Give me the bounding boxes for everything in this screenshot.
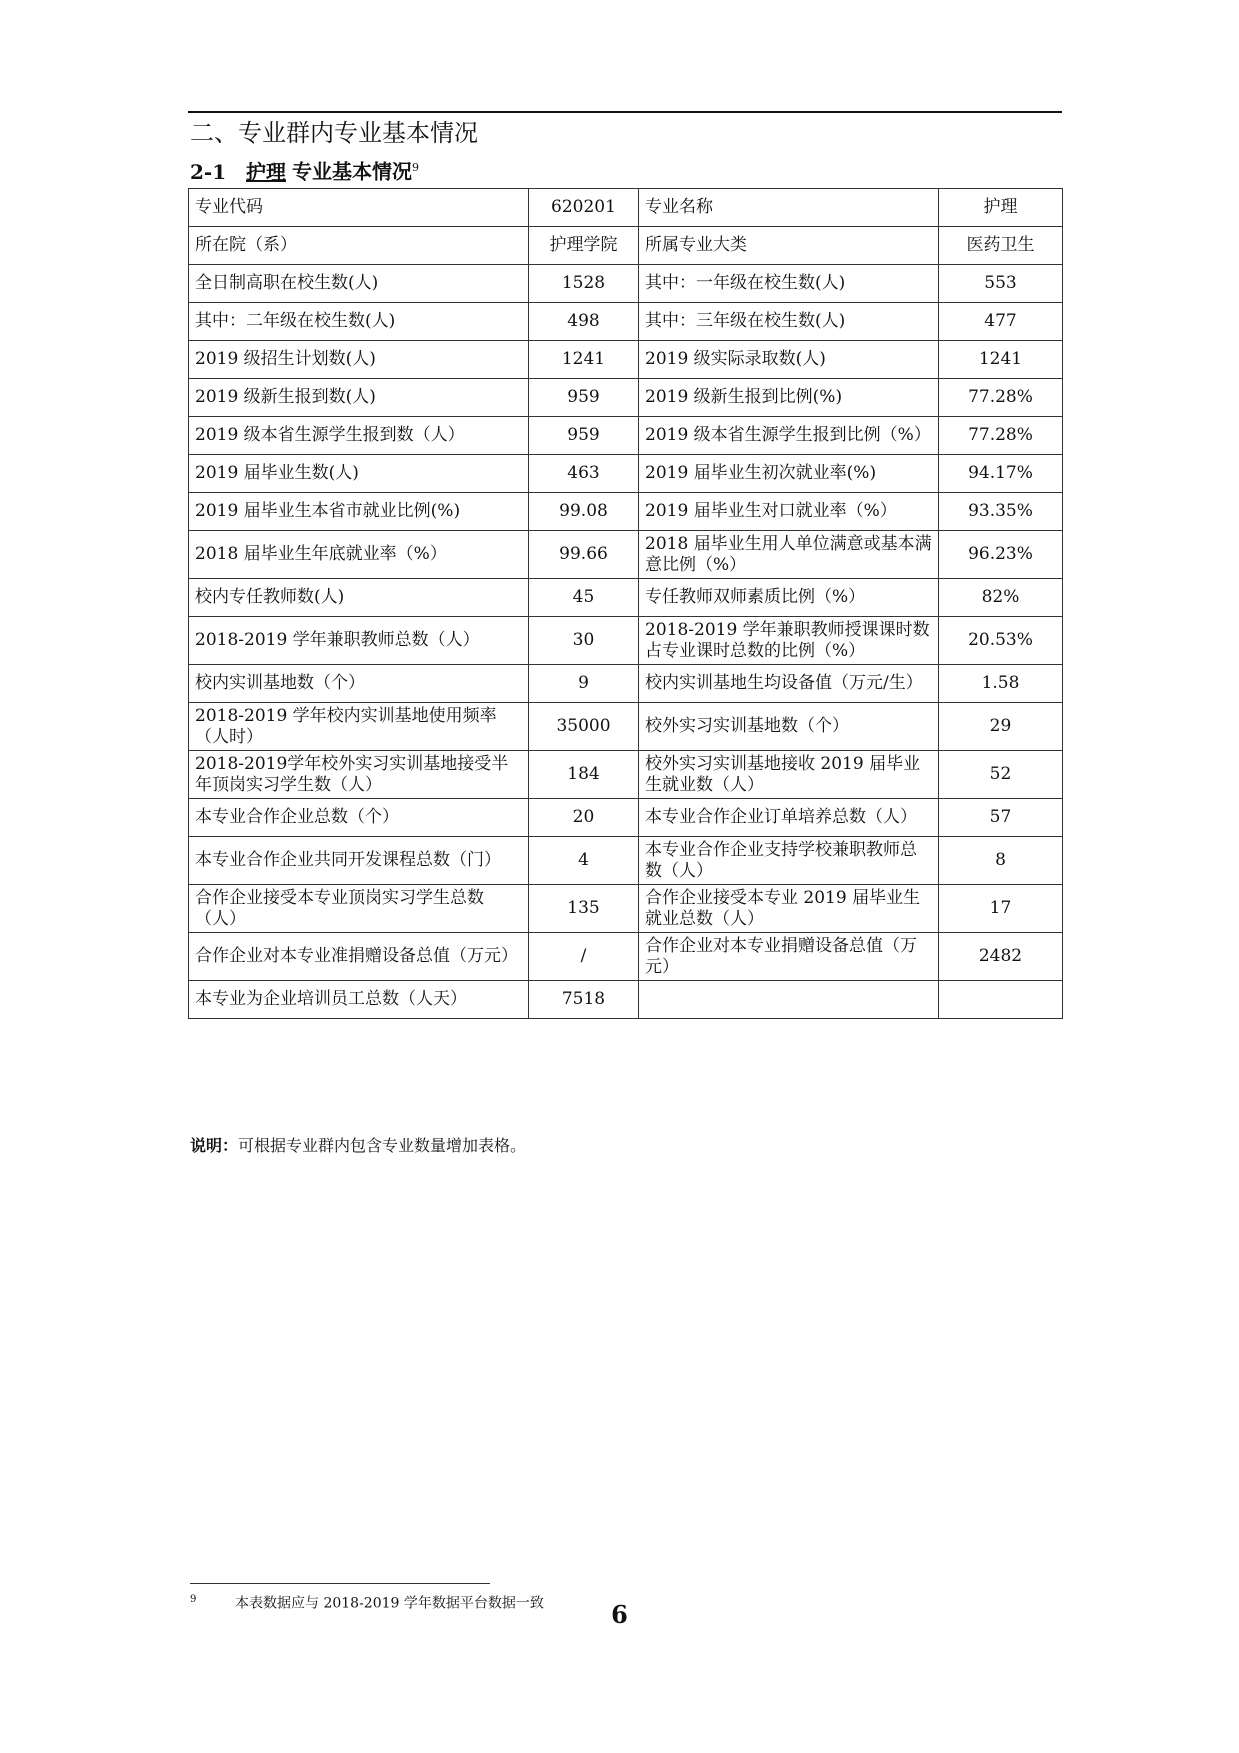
row-label-right: 本专业合作企业订单培养总数（人） — [639, 799, 939, 837]
table-title-suffix: 专业基本情况 — [292, 159, 412, 184]
row-value-right: 477 — [939, 303, 1063, 341]
table-row — [189, 703, 1063, 751]
row-value-left: 4 — [529, 837, 639, 885]
row-label-left: 合作企业对本专业准捐赠设备总值（万元） — [189, 933, 529, 981]
row-label-right: 2018-2019 学年兼职教师授课课时数占专业课时总数的比例（%） — [639, 617, 939, 665]
table-row — [189, 579, 1063, 617]
row-label-right: 2019 级本省生源学生报到比例（%） — [639, 417, 939, 455]
row-label-left: 合作企业接受本专业顶岗实习学生总数（人） — [189, 885, 529, 933]
row-label-left: 2019 届毕业生本省市就业比例(%) — [189, 493, 529, 531]
row-value-left: 135 — [529, 885, 639, 933]
row-value-left: 护理学院 — [529, 227, 639, 265]
row-value-right: 52 — [939, 751, 1063, 799]
footnote-text: 本表数据应与 2018-2019 学年数据平台数据一致 — [235, 1595, 544, 1612]
table-row — [189, 341, 1063, 379]
row-label-right: 2018 届毕业生用人单位满意或基本满意比例（%） — [639, 531, 939, 579]
row-value-left: 498 — [529, 303, 639, 341]
row-label-right: 所属专业大类 — [639, 227, 939, 265]
row-value-right: 96.23% — [939, 531, 1063, 579]
page-number: 6 — [611, 1600, 628, 1629]
row-value-left: 99.08 — [529, 493, 639, 531]
row-label-right: 其中：三年级在校生数(人) — [639, 303, 939, 341]
table-row — [189, 665, 1063, 703]
row-value-right: 8 — [939, 837, 1063, 885]
row-value-left: 35000 — [529, 703, 639, 751]
row-label-right: 合作企业接受本专业 2019 届毕业生就业总数（人） — [639, 885, 939, 933]
row-label-left: 校内专任教师数(人) — [189, 579, 529, 617]
table-row — [189, 227, 1063, 265]
table-row — [189, 981, 1063, 1019]
row-label-right: 专任教师双师素质比例（%） — [639, 579, 939, 617]
note-label: 说明： — [190, 1136, 239, 1155]
row-value-left: / — [529, 933, 639, 981]
row-label-right: 2019 级实际录取数(人) — [639, 341, 939, 379]
row-value-right: 82% — [939, 579, 1063, 617]
row-label-left: 全日制高职在校生数(人) — [189, 265, 529, 303]
row-label-right: 校内实训基地生均设备值（万元/生） — [639, 665, 939, 703]
table-row — [189, 617, 1063, 665]
row-value-left: 620201 — [529, 189, 639, 227]
table-row — [189, 379, 1063, 417]
row-label-right: 专业名称 — [639, 189, 939, 227]
table-number: 2-1 — [190, 159, 227, 184]
row-value-left: 959 — [529, 417, 639, 455]
row-value-left: 7518 — [529, 981, 639, 1019]
table-row — [189, 455, 1063, 493]
row-value-left: 9 — [529, 665, 639, 703]
row-value-left: 184 — [529, 751, 639, 799]
table-title — [190, 155, 419, 185]
header-rule — [188, 111, 1062, 113]
row-label-left: 2019 届毕业生数(人) — [189, 455, 529, 493]
row-value-left: 463 — [529, 455, 639, 493]
table-row — [189, 493, 1063, 531]
table-row — [189, 933, 1063, 981]
table-row — [189, 265, 1063, 303]
row-value-right: 77.28% — [939, 417, 1063, 455]
row-label-left: 本专业合作企业总数（个） — [189, 799, 529, 837]
row-value-left: 1241 — [529, 341, 639, 379]
note-text: 可根据专业群内包含专业数量增加表格。 — [238, 1136, 527, 1155]
row-label-right: 本专业合作企业支持学校兼职教师总数（人） — [639, 837, 939, 885]
row-label-left: 本专业为企业培训员工总数（人天） — [189, 981, 529, 1019]
row-value-right: 57 — [939, 799, 1063, 837]
table-row — [189, 751, 1063, 799]
row-value-right: 94.17% — [939, 455, 1063, 493]
table-note — [190, 1135, 526, 1157]
row-label-right — [639, 981, 939, 1019]
row-label-right: 2019 届毕业生初次就业率(%) — [639, 455, 939, 493]
row-label-left: 2018-2019 学年校内实训基地使用频率（人时） — [189, 703, 529, 751]
footnote-mark: 9 — [190, 1594, 197, 1605]
table-row — [189, 189, 1063, 227]
row-label-left: 专业代码 — [189, 189, 529, 227]
table-major-name: 护理 — [246, 159, 286, 184]
row-value-right: 1241 — [939, 341, 1063, 379]
row-value-left: 30 — [529, 617, 639, 665]
row-label-left: 2019 级招生计划数(人) — [189, 341, 529, 379]
row-value-left: 45 — [529, 579, 639, 617]
row-value-right: 1.58 — [939, 665, 1063, 703]
row-label-left: 其中：二年级在校生数(人) — [189, 303, 529, 341]
section-heading: 二、专业群内专业基本情况 — [190, 119, 478, 147]
row-label-right: 2019 级新生报到比例(%) — [639, 379, 939, 417]
row-value-left: 99.66 — [529, 531, 639, 579]
row-value-left: 20 — [529, 799, 639, 837]
row-label-left: 2018-2019学年校外实习实训基地接受半年顶岗实习学生数（人） — [189, 751, 529, 799]
row-label-left: 所在院（系） — [189, 227, 529, 265]
row-label-left: 校内实训基地数（个） — [189, 665, 529, 703]
row-label-right: 校外实习实训基地接收 2019 届毕业生就业数（人） — [639, 751, 939, 799]
footnote-reference: 9 — [412, 161, 419, 174]
row-label-left: 2018-2019 学年兼职教师总数（人） — [189, 617, 529, 665]
row-label-left: 本专业合作企业共同开发课程总数（门） — [189, 837, 529, 885]
row-value-left: 959 — [529, 379, 639, 417]
row-value-left: 1528 — [529, 265, 639, 303]
row-value-right: 29 — [939, 703, 1063, 751]
row-label-right: 2019 届毕业生对口就业率（%） — [639, 493, 939, 531]
row-value-right: 93.35% — [939, 493, 1063, 531]
table-row — [189, 417, 1063, 455]
row-label-right: 其中：一年级在校生数(人) — [639, 265, 939, 303]
table-row — [189, 531, 1063, 579]
row-label-left: 2019 级新生报到数(人) — [189, 379, 529, 417]
row-label-right: 合作企业对本专业捐赠设备总值（万元） — [639, 933, 939, 981]
row-label-left: 2019 级本省生源学生报到数（人） — [189, 417, 529, 455]
row-value-right: 77.28% — [939, 379, 1063, 417]
row-label-left: 2018 届毕业生年底就业率（%） — [189, 531, 529, 579]
major-info-table — [188, 188, 1063, 1019]
row-value-right: 20.53% — [939, 617, 1063, 665]
row-value-right — [939, 981, 1063, 1019]
table-row — [189, 837, 1063, 885]
row-label-right: 校外实习实训基地数（个） — [639, 703, 939, 751]
table-row — [189, 303, 1063, 341]
row-value-right: 医药卫生 — [939, 227, 1063, 265]
row-value-right: 护理 — [939, 189, 1063, 227]
row-value-right: 2482 — [939, 933, 1063, 981]
table-row — [189, 799, 1063, 837]
row-value-right: 553 — [939, 265, 1063, 303]
footnote-rule — [190, 1583, 490, 1584]
row-value-right: 17 — [939, 885, 1063, 933]
table-row — [189, 885, 1063, 933]
